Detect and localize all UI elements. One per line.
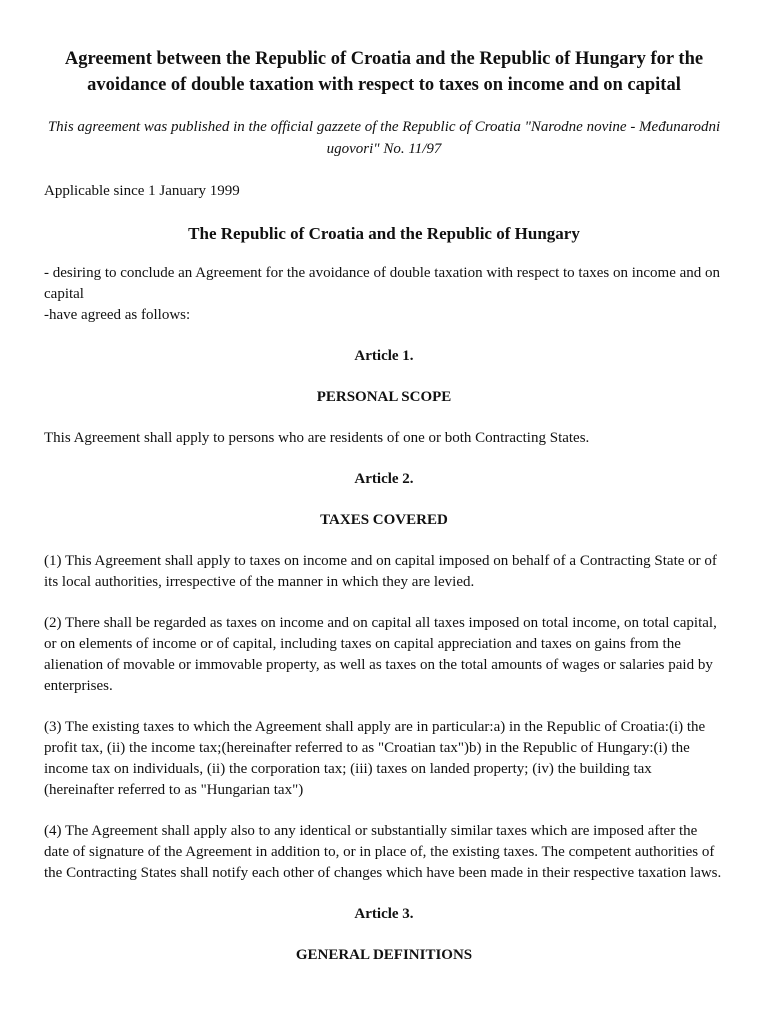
publication-note: This agreement was published in the official gazzete of the Republic of Croatia "Narodne novine - Međunarodni ugovori" No. 11/97 [47, 119, 721, 157]
preamble-line: -have agreed as follows: [44, 307, 191, 323]
article-paragraph: This Agreement shall apply to persons who are residents of one or both Contracting States. [44, 430, 590, 446]
preamble [44, 263, 724, 326]
article-2 [44, 469, 724, 884]
article-title: GENERAL DEFINITIONS [295, 947, 473, 963]
article-title: TAXES COVERED [320, 512, 448, 528]
article-heading: Article 3. [354, 906, 414, 922]
article-paragraph: (4) The Agreement shall apply also to any identical or substantially similar taxes which are imposed after the date of signature of the Agreement in addition to, or in place of, the existing taxes. The competent authorities of the Contracting States shall notify each other of changes which have been made in their respective taxation laws. [44, 823, 722, 881]
article-paragraph: (1) This Agreement shall apply to taxes on income and on capital imposed on behalf of a Contracting State or of its local authorities, irrespective of the manner in which they are levied. [44, 553, 717, 590]
article-title: PERSONAL SCOPE [316, 389, 452, 405]
document-title: Agreement between the Republic of Croatia and the Republic of Hungary for the avoidance of double taxation with respect to taxes on income and on capital [64, 49, 704, 95]
article-paragraph: (3) The existing taxes to which the Agreement shall apply are in particular:a) in the Republic of Croatia:(i) the profit tax, (ii) the income tax;(hereinafter referred to as "Croatian tax")b) in the Republic of Hungary:(i) the income tax on individuals, (ii) the corporation tax; (iii) taxes on landed property; (iv) the building tax (hereinafter referred to as "Hungarian tax") [44, 719, 706, 798]
preamble-line: - desiring to conclude an Agreement for the avoidance of double taxation with respect to taxes on income and on capital [44, 265, 721, 302]
article-heading: Article 2. [354, 471, 414, 487]
article-1 [44, 346, 724, 449]
article-paragraph: (2) There shall be regarded as taxes on income and on capital all taxes imposed on total income, on total capital, or on elements of income or of capital, including taxes on capital appreciation and taxes on gains from the alienation of movable or immovable property, as well as taxes on the total amounts of wages or salaries paid by enterprises. [44, 615, 717, 694]
article-3 [44, 904, 724, 966]
article-heading: Article 1. [354, 348, 414, 364]
parties-heading: The Republic of Croatia and the Republic of Hungary [188, 224, 580, 243]
applicable-date: Applicable since 1 January 1999 [44, 183, 240, 199]
